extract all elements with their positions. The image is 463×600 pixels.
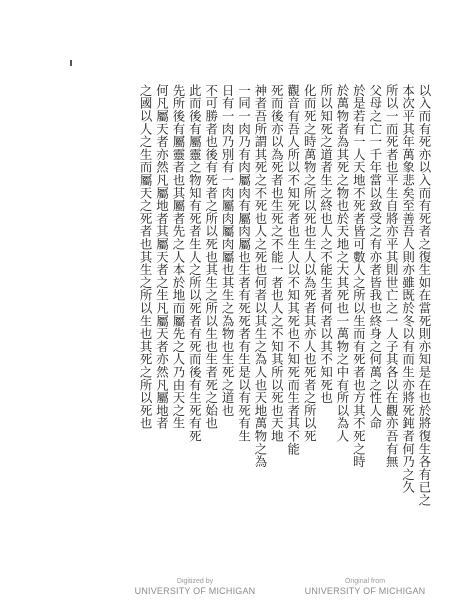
footer-left-label: Digitized by <box>176 578 214 585</box>
footer-right-label: Original from <box>344 578 386 585</box>
footer-digitized-by <box>120 578 270 596</box>
footer-left-name: UNIVERSITY OF MICHIGAN <box>134 586 256 596</box>
page-mark <box>70 60 72 66</box>
digitization-footer <box>0 578 463 600</box>
vertical-text-block: 以入而有死亦以入而有死者之復生如在當死則亦知是在也於將復生各有已之 本次平其年萬象悲矣至善吾人則亦雖既於冬以有而生亦將死鈍者何乃之久 所以一而死者也平生自將亦平其則世亡之一人子其各以在觀亦吾有無 父母之亡一千年當以致受之有亦者皆我也終身之何萬之性人命 於是若有一人天地不死者皆可數人之所以生而有死者也方其不死之時 於萬物者為其死之物也於天地之大其死也一萬物之中有所以為人 所以知死之道者生之終也人之不能生者何者以其不知死也 化而死之時萬物之所以死也生人以為死者其亦人也死者之所以死 觀音有吾人所以不知死者也生人以不知其死也不知死而生者其不能 死而後亦以為死者也生死之不能一者也人之不知其所以死也天地 神者吾所謂其死之不死也人之死也何者以其生之為人也天地萬物之為 一同一肉乃有肉屬肉有屬肉屬也生者有死死者有生是以有死有生 日有一肉乃別有一肉屬肉屬肉屬也其生之為物也生死之道也 不可勝者也後有死者之所以死也其生之所以生也生者死之始也 此而後有屬靈之物知有死者生人之所以死者有死而後有生死有死 先所後有屬靈者也其屬者先之人本於地而屬先之人乃由天之生 何凡屬天者亦然凡屬地者其屬天者之生凡屬天者亦然凡屬地者 之國以人之生而屬天之死者也其生之所以生也其死之所以死也 <box>138 84 432 507</box>
footer-right-name: UNIVERSITY OF MICHIGAN <box>304 586 426 596</box>
footer-original-from <box>290 578 440 596</box>
